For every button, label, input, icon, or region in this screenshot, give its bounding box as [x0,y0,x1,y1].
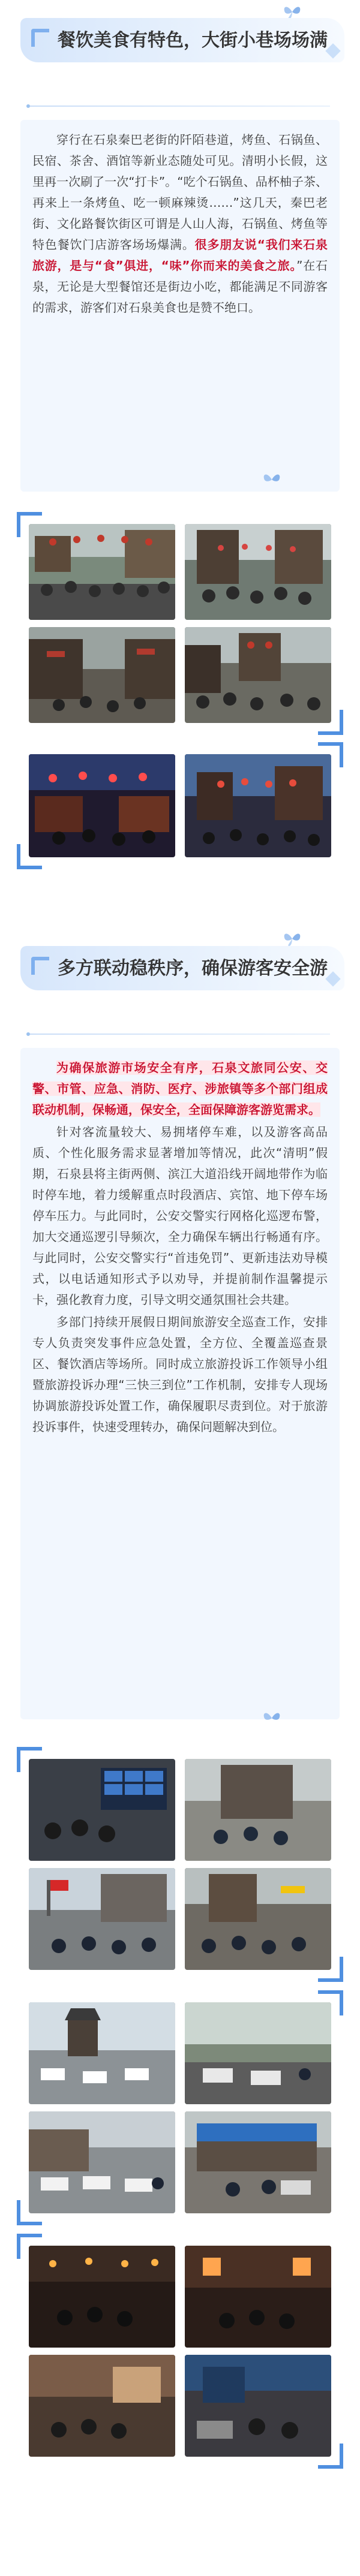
night-dining-photo[interactable] [29,754,175,857]
traffic-road-photo[interactable] [185,2002,331,2104]
night-inspection-photo[interactable] [185,2246,331,2348]
indoor-inspection-photo[interactable] [185,2355,331,2457]
photo-group-5 [20,2237,340,2465]
traffic-shop-photo[interactable] [185,2111,331,2213]
dot-icon [26,104,30,108]
section1-header [20,18,344,62]
divider [30,106,330,107]
officers-crowd-photo[interactable] [185,1868,331,1970]
section1-text-a: 穿行在石泉秦巴老街的阡陌巷道，烤鱼、石锅鱼、民宿、茶舍、酒馆等新业态随处可见。清明小长假，这里再一次刷了一次“打卡”。“吃个石锅鱼、品杯柚子茶、再来上一条烤鱼、吃一顿麻辣烫……”这几天，秦巴老街、文化路餐饮街区可谓是人山人海，石锅鱼、烤鱼等特色餐饮门店游客场场爆满。 [32,132,328,252]
dot-icon [26,1032,30,1036]
indoor-inspection-photo[interactable] [29,2355,175,2457]
section1-highlight: 很多朋友说“我们来石泉旅游，是与“食”俱进，“味”你而来的美食之旅。 [32,237,328,273]
section2-paragraph-1 [32,1057,328,1120]
header-accent-icon [31,29,49,47]
header-accent-icon [31,957,49,975]
command-center-photo[interactable] [29,1759,175,1861]
officers-street-photo[interactable] [185,1759,331,1861]
section2-highlight: 为确保旅游市场安全有序，石泉文旅同公安、交警、市管、应急、消防、医疗、涉旅镇等多个部门组成联动机制，保畅通，保安全，全面保障游客游览需求。 [32,1060,328,1117]
photo-group-2 [20,746,340,866]
butterfly-icon [262,1710,282,1727]
butterfly-icon [282,930,302,947]
section2-title: 多方联动稳秩序，确保游客安全游 [58,958,328,979]
photo-group-1 [20,516,340,731]
photo-group-3 [20,1751,340,1978]
traffic-tower-photo[interactable] [29,2002,175,2104]
section2-header [20,946,344,990]
traffic-parking-photo[interactable] [29,2111,175,2213]
section1-text-panel [20,120,340,492]
street-crowd-photo[interactable] [185,524,331,620]
divider [30,1034,330,1035]
officers-patrol-photo[interactable] [29,1868,175,1970]
street-crowd-photo[interactable] [29,524,175,620]
section2-paragraph-3: 多部门持续开展假日期间旅游安全巡查工作，安排专人负责突发事件应急处置，全方位、全覆盖巡查景区、餐饮酒店等场所。同时成立旅游投诉工作领导小组暨旅游投诉办理“三快三到位”工作机制，安排专人现场协调旅游投诉处置工作，确保履职尽责到位。对于旅游投诉事件，快速受理转办，确保问题解决到位。 [32,1315,328,1434]
butterfly-icon [262,471,282,488]
night-street-photo[interactable] [185,754,331,857]
night-inspection-photo[interactable] [29,2246,175,2348]
photo-group-4 [20,1994,340,2222]
street-crowd-photo[interactable] [185,627,331,723]
section1-title: 餐饮美食有特色，大街小巷场场满 [58,30,328,51]
section1-paragraph [32,129,328,318]
street-crowd-photo[interactable] [29,627,175,723]
section2-text-panel [20,1048,340,1719]
section2-paragraph-2: 针对客流量较大、易拥堵停车难，以及游客高品质、个性化服务需求显著增加等情况，此次“清明”假期，石泉县将主街两侧、滨江大道沿线开阔地带作为临时停车地，着力缓解重点时段酒店、宾馆、地下停车场停车压力。与此同时，公安交警实行网格化巡逻布警，加大交通巡逻引导频次，全力确保车辆出行畅通有序。与此同时，公安交警实行“首违免罚”、更新违法劝导模式，以电话通知形式予以劝导，并提前制作温馨提示卡，强化教育力度，引导文明交通氛围社会共建。 [32,1125,328,1307]
section1-text-b: ”在石泉，无论是大型餐馆还是街边小吃，都能满足不同游客的需求，游客们对石泉美食也是赞不绝口。 [32,258,328,315]
